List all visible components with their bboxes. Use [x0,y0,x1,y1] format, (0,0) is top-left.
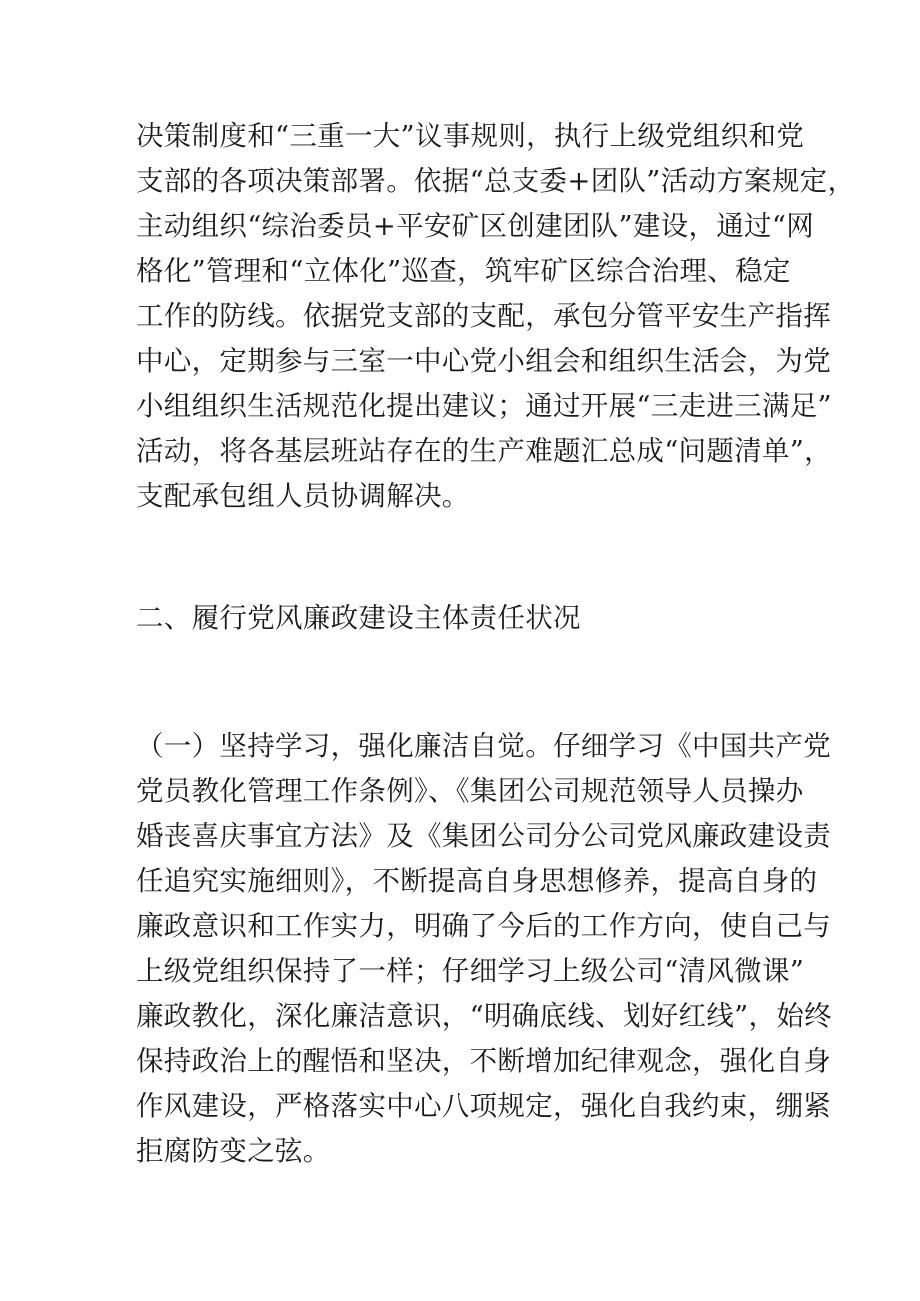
text-line: 格化”管理和“立体化”巡查，筑牢矿区综合治理、稳定 [136,255,791,287]
text-line: 小组组织生活规范化提出建议；通过开展“三走进三满足” [136,390,832,422]
text-line: 工作的防线。依据党支部的支配，承包分管平安生产指挥 [136,300,831,332]
text-line: 廉政教化，深化廉洁意识，“明确底线、划好红线”，始终 [136,1000,832,1032]
text-line: 拒腐防变之弦。 [136,1135,331,1167]
text-line: 保持政治上的醒悟和坚决，不断增加纪律观念，强化自身 [136,1045,831,1077]
paragraph-1 [136,114,856,519]
text-line: （一）坚持学习，强化廉洁自觉。仔细学习《中国共产党 [136,730,831,762]
text-line: 婚丧喜庆事宜方法》及《集团公司分公司党风廉政建设责 [136,820,831,852]
text-line: 中心，定期参与三室一中心党小组会和组织生活会，为党 [136,345,831,377]
text-line: 支部的各项决策部署。依据“总支委+团队”活动方案规定， [136,165,856,197]
text-line: 活动，将各基层班站存在的生产难题汇总成“问题清单”， [136,435,832,467]
text-line: 党员教化管理工作条例》、《集团公司规范领导人员操办 [136,775,804,807]
text-line: 作风建设，严格落实中心八项规定，强化自我约束，绷紧 [136,1090,831,1122]
section-heading [136,596,836,641]
text-line: 主动组织“综治委员+平安矿区创建团队”建设，通过“网 [136,210,815,242]
text-line: 任追究实施细则》，不断提高自身思想修养，提高自身的 [136,865,818,897]
text-line: 支配承包组人员协调解决。 [136,480,470,512]
text-line: 廉政意识和工作实力，明确了今后的工作方向，使自己与 [136,910,831,942]
text-line: 上级党组织保持了一样；仔细学习上级公司“清风微课” [136,955,805,987]
text-line: 决策制度和“三重一大”议事规则，执行上级党组织和党 [136,120,805,152]
section-heading-text: 二、履行党风廉政建设主体责任状况 [136,602,581,634]
paragraph-2 [136,724,836,1174]
